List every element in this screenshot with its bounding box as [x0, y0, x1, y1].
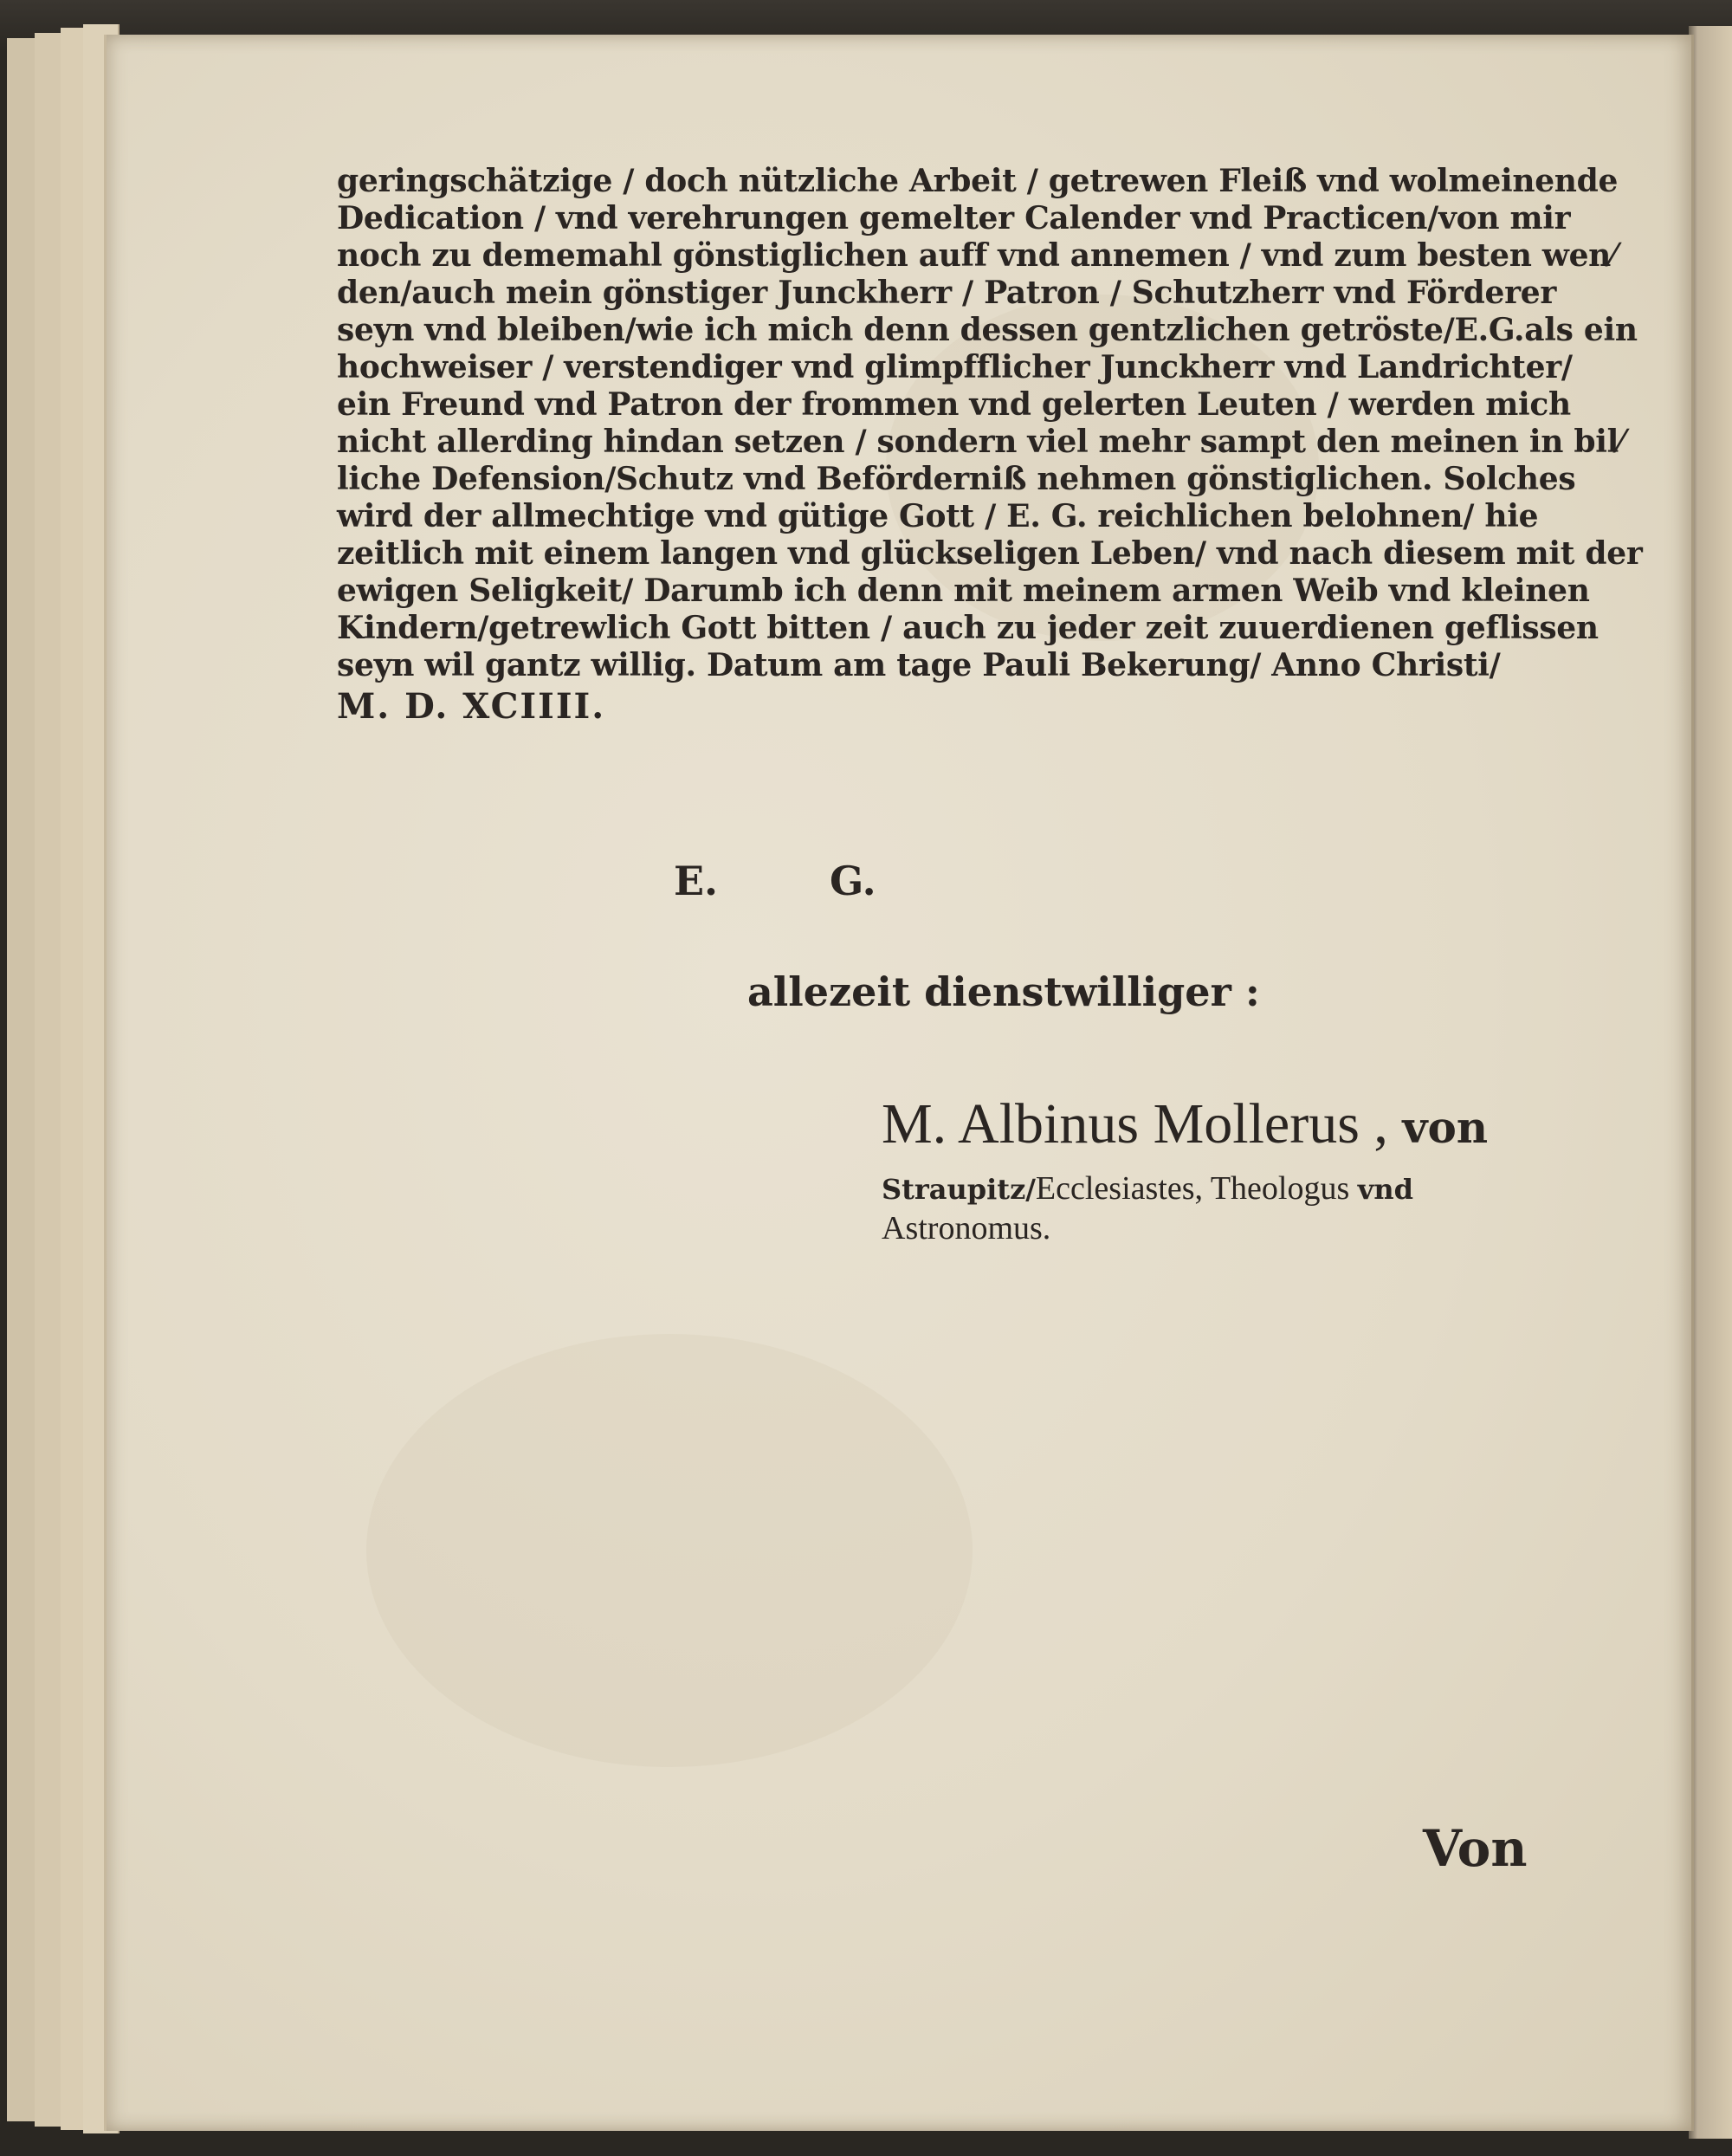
text-line: Kindern/getrewlich Gott bitten / auch zu jeder zeit zuuerdienen geflissen	[337, 610, 1599, 646]
place-name: Straupitz/	[882, 1173, 1036, 1206]
next-page-edge	[1689, 26, 1732, 2139]
text-line: ein Freund vnd Patron der frommen vnd gelerten Leuten / werden mich	[337, 386, 1571, 423]
signature-role: Astronomus.	[882, 1210, 1051, 1246]
dedication-text	[337, 163, 1643, 727]
text-line: zeitlich mit einem langen vnd glückseligen Leben/ vnd nach diesem mit der	[337, 535, 1643, 572]
author-name: M. Albinus Mollerus ,	[882, 1092, 1388, 1156]
vnd-word: vnd	[1357, 1173, 1413, 1206]
text-line: nicht allerding hindan setzen / sondern viel mehr sampt den meinen in bil⁄	[337, 424, 1624, 460]
closing-formula: allezeit dienstwilliger :	[747, 968, 1260, 1015]
text-line: seyn wil gantz willig. Datum am tage Pauli Bekerung/ Anno Christi/	[337, 647, 1501, 683]
text-line: noch zu dememahl gönstiglichen auff vnd annemen / vnd zum besten wen⁄	[337, 237, 1616, 274]
date-line: M. D. XCIIII.	[337, 686, 606, 727]
catchword: Von	[1423, 1819, 1528, 1878]
text-line: ewigen Seligkeit/ Darumb ich denn mit meinem armen Weib vnd kleinen	[337, 573, 1590, 609]
text-line: den/auch mein gönstiger Junckherr / Patron / Schutzherr vnd Förderer	[337, 275, 1557, 311]
text-line: hochweiser / verstendiger vnd glimpfflicher Junckherr vnd Landrichter/	[337, 349, 1573, 385]
author-titles: Ecclesiastes, Theologus	[1035, 1170, 1350, 1207]
von-word: von	[1402, 1102, 1489, 1153]
text-line: geringschätzige / doch nützliche Arbeit / getrewen Fleiß vnd wolmeinende	[337, 163, 1619, 199]
text-line: liche Defension/Schutz vnd Beförderniß nehmen gönstiglichen. Solches	[337, 461, 1576, 497]
book-page	[104, 35, 1694, 2131]
text-line: Dedication / vnd verehrungen gemelter Calender vnd Practicen/von mir	[337, 200, 1571, 236]
salutation-g: G.	[830, 858, 876, 904]
text-line: seyn vnd bleiben/wie ich mich denn dessen gentzlichen getröste/E.G.als ein	[337, 312, 1638, 348]
signature-name	[882, 1091, 1488, 1157]
signature-place	[882, 1169, 1413, 1207]
salutation-e: E.	[674, 858, 719, 904]
text-line: wird der allmechtige vnd gütige Gott / E. G. reichlichen belohnen/ hie	[337, 498, 1539, 534]
paper-stain	[366, 1334, 973, 1767]
